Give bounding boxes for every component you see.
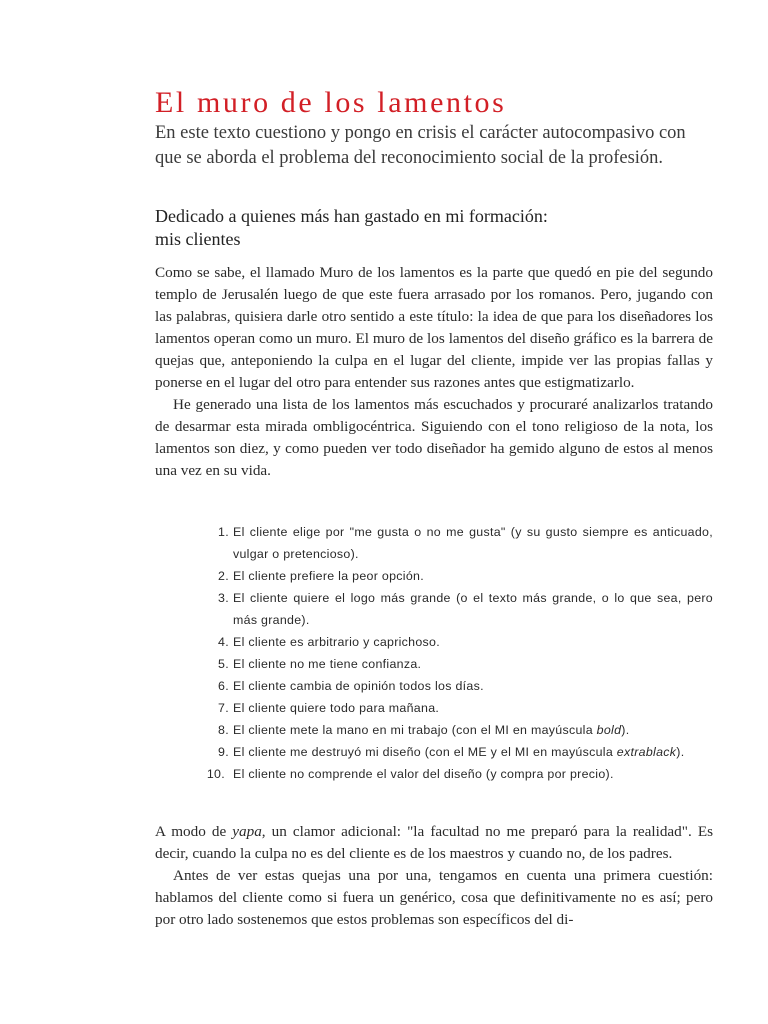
dedication-line-2: mis clientes bbox=[155, 229, 241, 249]
list-item bbox=[205, 763, 713, 785]
dedication bbox=[155, 205, 713, 251]
paragraph-3-end: , un clamor adicional: "la facultad no me preparó para la realidad". Es decir, cuando la culpa no es del cliente es de los maestros y cuando no, de los padres. bbox=[155, 823, 714, 862]
list-number: 1 . bbox=[205, 521, 229, 543]
list-item bbox=[205, 631, 713, 653]
list-text: El cliente no me tiene confianza. bbox=[233, 657, 422, 671]
list-number: 3 . bbox=[205, 587, 229, 609]
paragraph-2: He generado una lista de los lamentos más escuchados y procuraré analizarlos tratando de desarmar esta mirada ombligocéntrica. Siguiendo con el tono religioso de la nota, los lamentos son diez, y como pueden ver todo diseñador ha gemido alguno de estos al menos una vez en su vida. bbox=[155, 396, 713, 479]
paragraph-3-emphasis: yapa bbox=[232, 823, 262, 840]
list-item bbox=[205, 565, 713, 587]
list-number: 6 . bbox=[205, 675, 229, 697]
list-number: 2 . bbox=[205, 565, 229, 587]
list-text: El cliente es arbitrario y caprichoso. bbox=[233, 635, 440, 649]
list-text: El cliente cambia de opinión todos los días. bbox=[233, 679, 484, 693]
list-text: El cliente quiere el logo más grande (o el texto más grande, o lo que sea, pero más grande). bbox=[233, 591, 713, 627]
list-emphasis: extrablack bbox=[616, 745, 677, 759]
list-text-end: ). bbox=[676, 745, 685, 759]
list-text: El cliente quiere todo para mañana. bbox=[233, 701, 440, 715]
list-text: El cliente mete la mano en mi trabajo (con el MI en mayúscula bbox=[233, 723, 597, 737]
paragraph-1: Como se sabe, el llamado Muro de los lamentos es la parte que quedó en pie del segundo templo de Jerusalén luego de que este fuera arrasado por los romanos. Pero, jugando con las palabras, quisiera darle otro sentido a este título: la idea de que para los diseñadores los lamentos operan como un muro. El muro de los lamentos del diseño gráfico es la barrera de quejas que, anteponiendo la culpa en el lugar del cliente, impide ver las propias fallas y ponerse en el lugar del otro para entender sus razones antes que estigmatizarlo. bbox=[155, 264, 713, 391]
list-text-end: ). bbox=[621, 723, 630, 737]
list-text: El cliente elige por "me gusta o no me gusta" (y su gusto siempre es anticuado, vulgar o pretencioso). bbox=[233, 525, 713, 561]
list-item bbox=[205, 719, 713, 741]
list-item bbox=[205, 675, 713, 697]
list-emphasis: bold bbox=[596, 723, 622, 737]
list-number: 9 . bbox=[205, 741, 229, 763]
list-number: 8 . bbox=[205, 719, 229, 741]
list-text: El cliente prefiere la peor opción. bbox=[233, 569, 424, 583]
intro-section bbox=[155, 262, 713, 482]
paragraph-3-start: A modo de bbox=[155, 823, 233, 840]
list-number: 7 . bbox=[205, 697, 229, 719]
dedication-line-1: Dedicado a quienes más han gastado en mi formación: bbox=[155, 206, 548, 226]
list-item bbox=[205, 741, 713, 763]
list-item bbox=[205, 587, 713, 631]
list-number: 10 . bbox=[201, 763, 225, 785]
closing-section bbox=[155, 821, 713, 931]
list-item bbox=[205, 653, 713, 675]
lamentos-list bbox=[205, 521, 713, 785]
list-number: 4 . bbox=[205, 631, 229, 653]
list-number: 5 . bbox=[205, 653, 229, 675]
article-subtitle: En este texto cuestiono y pongo en crisis el carácter autocompasivo con que se aborda el problema del reconocimiento social de la profesión. bbox=[155, 123, 686, 168]
article-title: El muro de los lamentos bbox=[155, 86, 507, 119]
paragraph-4: Antes de ver estas quejas una por una, tengamos en cuenta una primera cuestión: hablamos del cliente como si fuera un genérico, cosa que definitivamente no es así; pero por otro lado sostenemos que estos problemas son específicos del di- bbox=[155, 867, 713, 928]
list-text: El cliente me destruyó mi diseño (con el ME y el MI en mayúscula bbox=[233, 745, 617, 759]
paragraph-3 bbox=[155, 821, 713, 865]
list-text: El cliente no comprende el valor del diseño (y compra por precio). bbox=[233, 767, 614, 781]
list-item bbox=[205, 697, 713, 719]
list-item bbox=[205, 521, 713, 565]
